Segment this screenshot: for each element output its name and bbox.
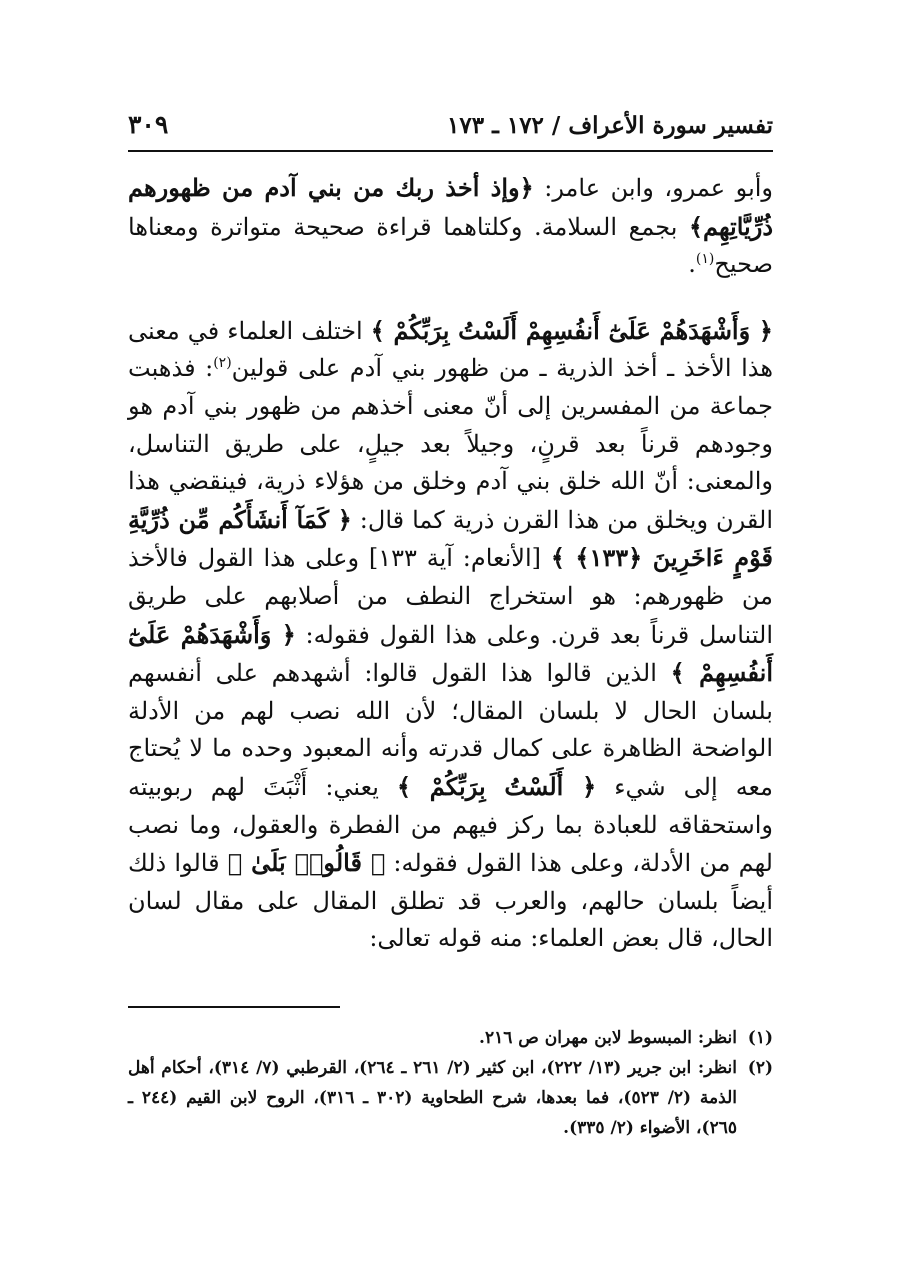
footnote-item <box>128 1023 773 1053</box>
quran-quote: ﴿ قَالُوا۟ بَلَىٰ ﴾ <box>227 848 386 878</box>
footnote-separator <box>128 1006 340 1008</box>
page-number: ٣٠٩ <box>128 110 169 139</box>
book-page <box>128 108 773 1208</box>
body-text: يعني: أَثْبَتَ لهم ربوبيته واستحقاقه للعبادة بما ركز فيهم من الفطرة والعقول، وما نصب لهم من الأدلة، وعلى هذا القول فقوله: <box>128 772 773 878</box>
body-text: بجمع السلامة. وكلتاهما قراءة صحيحة متواترة ومعناها صحيح <box>128 212 773 279</box>
footnotes <box>128 1023 773 1143</box>
footnote-number: (٢) <box>747 1058 773 1078</box>
footnote-ref: (١) <box>695 251 715 268</box>
body-text: اختلف العلماء في معنى هذا الأخذ ـ أخذ الذرية ـ من ظهور بني آدم على قولين <box>128 316 774 383</box>
running-title: تفسير سورة الأعراف / ١٧٢ ـ ١٧٣ <box>447 112 773 139</box>
quran-quote: ﴿ وَأَشْهَدَهُمْ عَلَىٰٓ أَنفُسِهِمْ أَلَسْتُ بِرَبِّكُمْ ﴾ <box>370 315 773 345</box>
body-text: قالوا ذلك أيضاً بلسان حالهم، والعرب قد تطلق المقال على مقال لسان الحال، قال بعض العلماء: منه قوله تعالى: <box>128 849 773 953</box>
quran-quote: ﴿ كَمَآ أَنشَأَكُم مِّن ذُرِّيَّةِ قَوْمٍ ءَاخَرِينَ ﴿١٣٣﴾ ﴾ <box>128 504 774 573</box>
body-text: [الأنعام: آية ١٣٣] وعلى هذا القول فالأخذ من ظهورهم: هو استخراج النطف من أصلابهم على طريق التناسل قرناً بعد قرن. وعلى هذا القول فقوله: <box>128 544 774 649</box>
footnote-ref: (٢) <box>213 355 232 372</box>
footnote-item <box>128 1053 773 1143</box>
footnote-text: انظر: ابن جرير (١٣/ ٢٢٢)، ابن كثير (٢/ ٢٦١ ـ ٢٦٤)، القرطبي (٧/ ٣١٤)، أحكام أهل الذمة (٢/ ٥٢٣)، فما بعدها، شرح الطحاوية (٣٠٢ ـ ٣١٦)، الروح لابن القيم (٢٤٤ ـ ٢٦٥)، الأضواء (٢/ ٣٣٥). <box>128 1058 737 1138</box>
body-text: : فذهبت جماعة من المفسرين إلى أنّ معنى أخذهم من ظهور بني آدم هو وجودهم قرناً بعد قرنٍ، وجيلاً بعد جيلٍ، على طريق التناسل، والمعنى: أنّ الله خلق بني آدم وخلق من هؤلاء ذرية، فينقضي هذا القرن ويخلق من هذا القرن ذرية كما قال: <box>128 354 774 534</box>
quran-quote: ﴿ وَأَشْهَدَهُمْ عَلَىٰٓ أَنفُسِهِمْ ﴾ <box>128 619 774 688</box>
paragraph-2 <box>128 312 773 958</box>
body-text: . <box>688 250 696 279</box>
header-rule <box>128 150 773 152</box>
body-text: وأبو عمرو، وابن عامر: <box>533 174 774 202</box>
paragraph-1 <box>128 169 773 284</box>
running-header <box>128 108 773 148</box>
quran-quote: ﴿ أَلَسْتُ بِرَبِّكُمْ ﴾ <box>396 771 597 801</box>
footnote-text: انظر: المبسوط لابن مهران ص ٢١٦. <box>479 1028 737 1048</box>
quran-quote: ﴿وإذ أخذ ربك من بني آدم من ظهورهم ذُرِّيَّاتِهِم﴾ <box>128 173 773 241</box>
footnote-number: (١) <box>747 1028 773 1048</box>
body-text: الذين قالوا هذا القول قالوا: أشهدهم على أنفسهم بلسان الحال لا بلسان المقال؛ لأن الله نصب لهم من الأدلة الواضحة الظاهرة على كمال قدرته وأنه المعبود وحده ما لا يُحتاج معه إلى شيء <box>128 659 773 801</box>
